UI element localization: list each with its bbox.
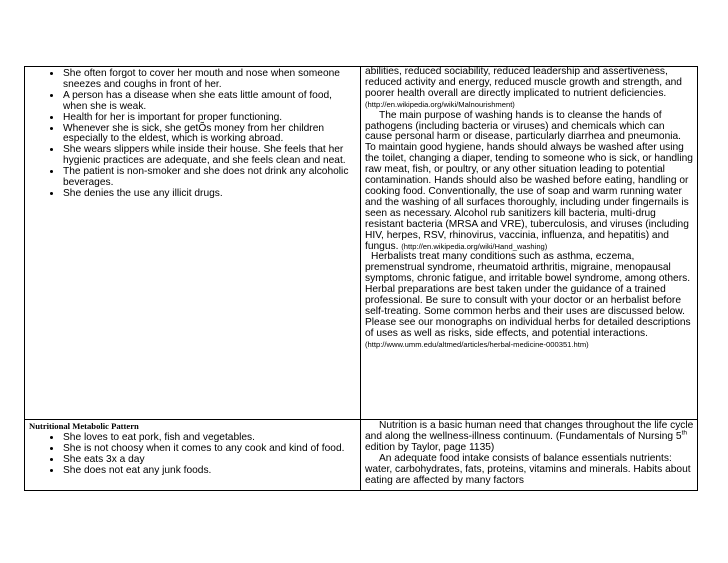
source-citation: (http://www.umm.edu/altmed/articles/herbal-medicine-000351.htm) bbox=[365, 339, 589, 349]
paragraph-text: abilities, reduced sociability, reduced leadership and assertiveness, reduced activity and energy, reduced muscle growth and strength, and poorer health overall are directly implicated to nutrient deficiencies. bbox=[365, 66, 682, 99]
assessment-table bbox=[24, 66, 698, 491]
list-item: • A person has a disease when she eats little amount of food, when she is weak. bbox=[62, 91, 354, 113]
pattern-heading: Nutritional Metabolic Pattern bbox=[29, 421, 139, 431]
list-item: • She does not eat any junk foods. bbox=[62, 466, 354, 477]
paragraph bbox=[365, 454, 694, 487]
paragraph-text: edition by Taylor, page 1135) bbox=[365, 441, 495, 453]
rationale-cell bbox=[361, 67, 698, 420]
rationale-text bbox=[361, 67, 697, 353]
source-citation: (http://en.wikipedia.org/wiki/Malnourishment) bbox=[365, 99, 515, 109]
paragraph bbox=[365, 421, 694, 454]
rationale-text bbox=[361, 420, 697, 488]
pattern-cell bbox=[25, 420, 361, 491]
patient-data-list bbox=[25, 67, 360, 200]
list-item: • She eats 3x a day bbox=[62, 455, 354, 466]
paragraph bbox=[365, 67, 694, 111]
list-item: • Whenever she is sick, she getÕs money from her children especially to the eldest, which is working abroad. bbox=[62, 124, 354, 146]
paragraph bbox=[365, 111, 694, 253]
table-row bbox=[25, 420, 698, 491]
paragraph-text: Herbalists treat many conditions such as asthma, eczema, premenstrual syndrome, rheumatoid arthritis, migraine, menopausal symptoms, chronic fatigue, and irritable bowel syndrome, among others. Herbal preparations are best taken under the guidance of a trained professional. Be sure to consult with your doctor or an herbalist before self-treating. Some common herbs and their uses are discussed below. Please see our monographs on individual herbs for detailed descriptions of uses as well as risks, side effects, and potential interactions. bbox=[365, 251, 691, 339]
list-item: • The patient is non-smoker and she does not drink any alcoholic beverages. bbox=[62, 167, 354, 189]
table-row bbox=[25, 67, 698, 420]
pattern-rationale-cell bbox=[361, 420, 698, 491]
list-item: • She loves to eat pork, fish and vegetables. bbox=[62, 433, 354, 444]
list-item: • She wears slippers while inside their house. She feels that her hygienic practices are adequate, and she feels clean and neat. bbox=[62, 145, 354, 167]
list-item: • She often forgot to cover her mouth and nose when someone sneezes and coughs in front of her. bbox=[62, 69, 354, 91]
paragraph-text: Nutrition is a basic human need that changes throughout the life cycle and along the wellness-illness continuum. (Fundamentals of Nursing 5 bbox=[365, 420, 694, 442]
list-item: • She denies the use any illicit drugs. bbox=[62, 189, 354, 200]
paragraph-text: An adequate food intake consists of balance essentials nutrients: water, carbohydrates, fats, proteins, vitamins and minerals. Habits about eating are affected by many factors bbox=[365, 452, 691, 486]
source-citation: (http://en.wikipedia.org/wiki/Hand_washing) bbox=[401, 241, 548, 251]
pattern-data-list bbox=[25, 432, 360, 477]
list-item: • She is not choosy when it comes to any cook and kind of food. bbox=[62, 444, 354, 455]
superscript: th bbox=[681, 429, 687, 437]
patient-data-cell bbox=[25, 67, 361, 420]
list-item: • Health for her is important for proper functioning. bbox=[62, 113, 354, 124]
paragraph-text: The main purpose of washing hands is to cleanse the hands of pathogens (including bacteria or viruses) and chemicals which can cause personal harm or disease, particularly diarrhea and pneumonia. To maintain good hygiene, hands should always be washed after using the toilet, changing a diaper, tending to someone who is sick, or handling raw meat, fish, or poultry, or any other situation leading to potential contamination. Hands should also be washed before eating, handling or cooking food. Conventionally, the use of soap and warm running water and the washing of all surfaces thoroughly, including under fingernails is seen as necessary. Alcohol rub sanitizers kill bacteria, multi-drug resistant bacteria (MRSA and VRE), tuberculosis, and viruses (including HIV, herpes, RSV, rhinovirus, vaccinia, influenza, and hepatitis) and fungus. bbox=[365, 109, 693, 252]
paragraph bbox=[365, 252, 694, 350]
